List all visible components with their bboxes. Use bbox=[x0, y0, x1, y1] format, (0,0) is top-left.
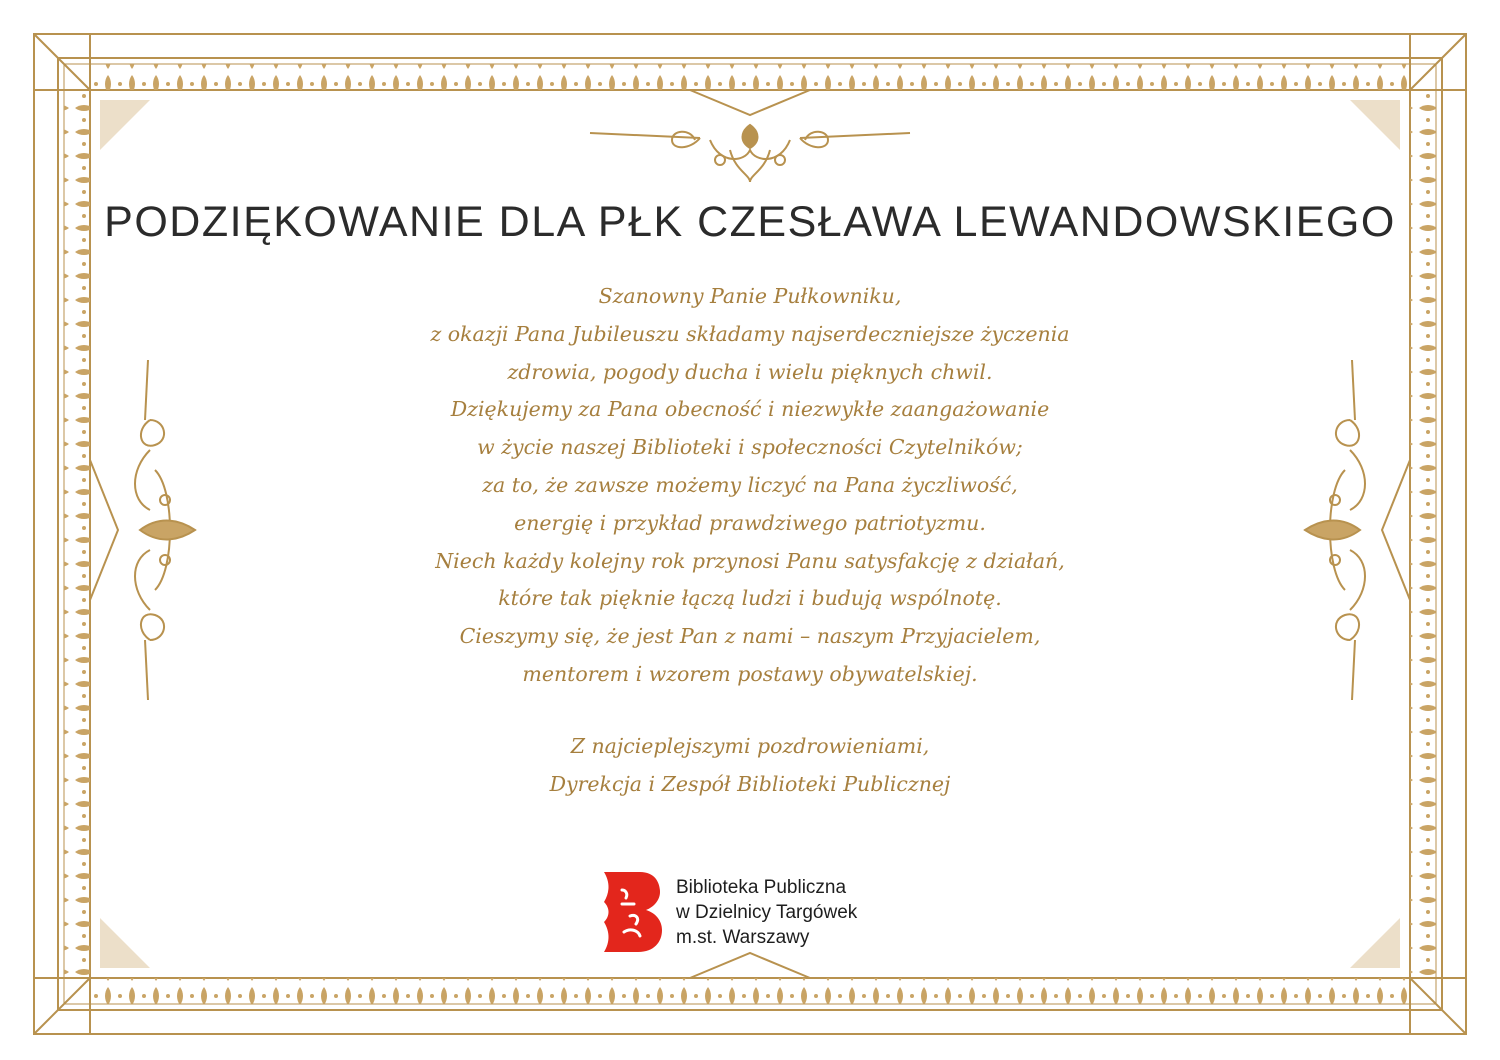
library-name-line: m.st. Warszawy bbox=[676, 926, 810, 948]
library-name-line: w Dzielnicy Targówek bbox=[676, 901, 858, 923]
body-line: energię i przykład prawdziwego patriotyzmu. bbox=[514, 510, 986, 535]
library-book-logo-icon bbox=[600, 870, 662, 954]
body-line: zdrowia, pogody ducha i wielu pięknych chwil. bbox=[507, 359, 993, 384]
body-line: z okazji Pana Jubileuszu składamy najserdeczniejsze życzenia bbox=[430, 321, 1070, 346]
body-line: za to, że zawsze możemy liczyć na Pana życzliwość, bbox=[482, 472, 1018, 497]
body-line: w życie naszej Biblioteki i społeczności Czytelników; bbox=[477, 435, 1023, 460]
document-title: PODZIĘKOWANIE DLA PŁK CZESŁAWA LEWANDOWSKIEGO bbox=[104, 198, 1396, 246]
closing-line: Dyrekcja i Zespół Biblioteki Publicznej bbox=[549, 771, 951, 796]
library-name-line: Biblioteka Publiczna bbox=[676, 876, 847, 898]
closing-line: Z najcieplejszymi pozdrowieniami, bbox=[570, 734, 930, 758]
library-name bbox=[676, 875, 857, 950]
body-line: mentorem i wzorem postawy obywatelskiej. bbox=[522, 661, 978, 686]
greeting-body bbox=[300, 278, 1200, 694]
body-line: Niech każdy kolejny rok przynosi Panu satysfakcję z działań, bbox=[435, 548, 1065, 573]
library-logo bbox=[600, 870, 857, 954]
right-side-ornament bbox=[1305, 360, 1365, 700]
body-line: Szanowny Panie Pułkowniku, bbox=[598, 284, 902, 308]
body-line: Dziękujemy za Pana obecność i niezwykłe zaangażowanie bbox=[450, 397, 1050, 422]
body-line: które tak pięknie łączą ludzi i budują wspólnotę. bbox=[498, 586, 1002, 611]
closing-signature bbox=[300, 728, 1200, 804]
top-flourish-ornament bbox=[590, 125, 910, 182]
left-side-ornament bbox=[135, 360, 195, 700]
body-line: Cieszymy się, że jest Pan z nami – naszym Przyjacielem, bbox=[459, 624, 1041, 649]
